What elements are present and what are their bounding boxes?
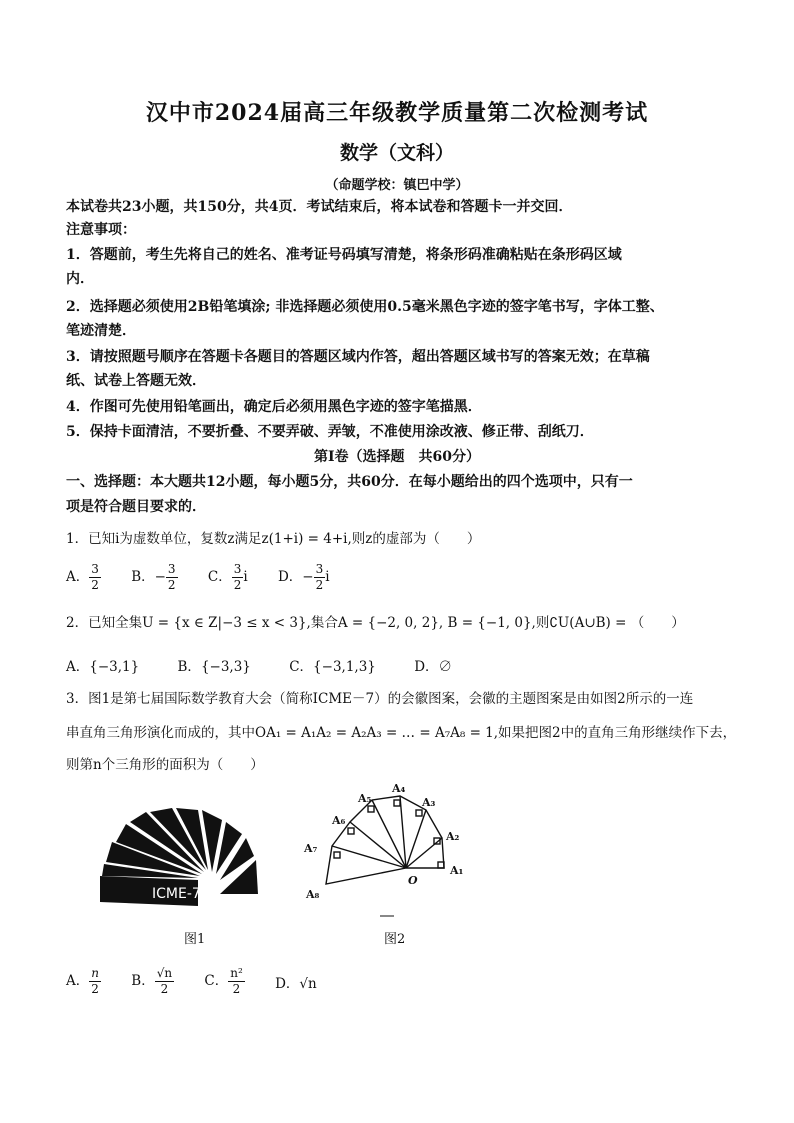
point-label: A₈ xyxy=(306,888,320,901)
right-angle-mark xyxy=(416,810,422,816)
q3-option-d[interactable]: D．√n xyxy=(275,975,317,992)
q2-option-b[interactable]: B．{−3,3} xyxy=(177,659,251,675)
section-heading: 第Ⅰ卷（选择题 共60分） xyxy=(313,449,481,465)
notice-heading: 注意事项： xyxy=(66,222,136,238)
point-label: A₁ xyxy=(450,864,464,877)
exam-title: 汉中市2024届高三年级教学质量第二次检测考试 xyxy=(145,100,649,126)
q2-option-c[interactable]: C．{−3,1,3} xyxy=(289,659,376,675)
icme-emblem-figure xyxy=(90,798,270,910)
spoke-a6 xyxy=(350,822,406,868)
notice-3a: 3．请按照题号顺序在答题卡各题目的答题区域内作答，超出答题区域书写的答案无效；在草稿 xyxy=(66,349,650,365)
point-label: A₃ xyxy=(422,796,436,809)
q2-option-d[interactable]: D．∅ xyxy=(414,659,453,675)
q1-option-b[interactable]: B．− $\frac{3}{2}$ xyxy=(131,562,176,592)
notice-2a: 2．选择题必须使用2B铅笔填涂; 非选择题必须使用0.5毫米黑色字迹的签字笔书写，字体工整、 xyxy=(66,299,664,315)
right-angle-mark xyxy=(368,806,374,812)
exam-subtitle: 数学（文科） xyxy=(339,142,454,164)
question-3-stem-c: 则第n个三角形的面积为（ ） xyxy=(66,757,264,773)
spiral-outline xyxy=(326,796,444,884)
q1-option-a[interactable]: A． $\frac{3}{2}$ xyxy=(66,562,99,592)
question-3-options xyxy=(66,966,343,997)
q2-option-a[interactable]: A．{−3,1} xyxy=(66,659,140,675)
question-3-stem-b: 串直角三角形演化而成的，其中OA₁ = A₁A₂ = A₂A₃ = … = A₇A₈ = 1,如果把图2中的直角三角形继续作下去， xyxy=(66,725,737,741)
point-label: A₆ xyxy=(332,814,346,827)
right-angle-mark xyxy=(334,852,340,858)
notice-2b: 笔迹清楚． xyxy=(66,323,136,339)
q3-option-c[interactable]: C． $\frac{\text{n²}}{2}$ xyxy=(204,966,243,996)
spoke-a7 xyxy=(332,846,406,868)
notice-1a: 1．答题前，考生先将自己的姓名、准考证号码填写清楚，将条形码准确粘贴在条形码区域 xyxy=(66,247,622,263)
question-2-stem: 2．已知全集U = {x ∈ Z|−3 ≤ x < 3},集合A = {−2, 0, 2}, B = {−1, 0},则∁U(A∪B) = （ ） xyxy=(66,615,685,631)
point-label: A₂ xyxy=(446,830,460,843)
notice-1b: 内． xyxy=(66,271,94,287)
right-angle-mark xyxy=(348,828,354,834)
q1-option-c[interactable]: C． $\frac{3}{2}$ i xyxy=(207,562,248,592)
point-label: A₄ xyxy=(392,782,406,795)
notice-3b: 纸、试卷上答题无效． xyxy=(66,373,206,389)
q1-option-d[interactable]: D．− $\frac{3}{2}$ i xyxy=(277,562,330,592)
notice-5: 5．保持卡面清洁，不要折叠、不要弄破、弄皱，不准使用涂改液、修正带、刮纸刀． xyxy=(66,424,594,440)
triangle-spiral-figure xyxy=(296,780,486,924)
emblem-label: ICME-7 xyxy=(152,886,201,902)
question-1-stem: 1．已知i为虚数单位，复数z满足z(1+i) = 4+i,则z的虚部为（ ） xyxy=(66,531,481,547)
notice-4: 4．作图可先使用铅笔画出，确定后必须用黑色字迹的签字笔描黑． xyxy=(66,399,482,415)
question-1-options xyxy=(66,562,356,593)
point-label: A₇ xyxy=(304,842,318,855)
question-2-options xyxy=(66,655,478,675)
section-desc-b: 项是符合题目要求的． xyxy=(66,499,206,515)
figure-1-caption: 图1 xyxy=(184,932,206,947)
figure-2-caption: 图2 xyxy=(384,932,406,947)
intro-line: 本试卷共23小题，共150分，共4页．考试结束后，将本试卷和答题卡一并交回． xyxy=(66,199,573,215)
right-angle-mark xyxy=(394,800,400,806)
question-3-stem-a: 3．图1是第七届国际数学教育大会（简称ICME－7）的会徽图案，会徽的主题图案是由如图2所示的一连 xyxy=(66,691,694,707)
setting-school: （命题学校：镇巴中学） xyxy=(325,178,469,193)
q3-option-b[interactable]: B． $\frac{√n}{2}$ xyxy=(131,966,173,996)
q3-option-a[interactable]: A． $\frac{n}{2}$ xyxy=(66,966,99,996)
point-label: O xyxy=(408,874,418,887)
point-label: A₅ xyxy=(358,792,372,805)
section-desc-a: 一、选择题：本大题共12小题，每小题5分，共60分．在每小题给出的四个选项中，只有一 xyxy=(66,474,633,490)
